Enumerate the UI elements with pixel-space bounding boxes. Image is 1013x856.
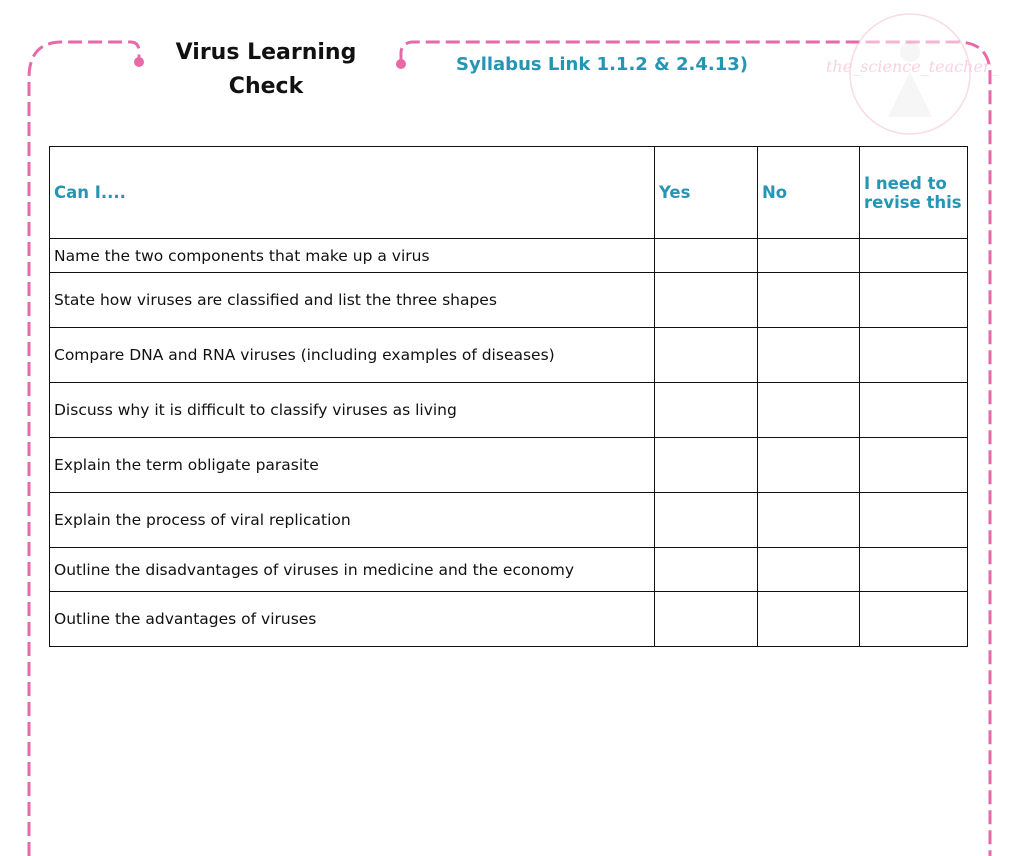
statement-cell: Name the two components that make up a virus [50, 239, 655, 273]
header-revise: I need to revise this [860, 147, 968, 239]
statement-cell: Compare DNA and RNA viruses (including examples of diseases) [50, 328, 655, 383]
the-science-teacher-logo: the_science_teacher_ [840, 12, 980, 137]
no-cell[interactable] [758, 273, 860, 328]
yes-cell[interactable] [655, 273, 758, 328]
revise-cell[interactable] [860, 592, 968, 647]
yes-cell[interactable] [655, 383, 758, 438]
revise-cell[interactable] [860, 438, 968, 493]
table-row [50, 493, 968, 548]
statement-cell: Explain the term obligate parasite [50, 438, 655, 493]
table-row [50, 239, 968, 273]
revise-cell[interactable] [860, 239, 968, 273]
checklist-table [49, 146, 968, 647]
revise-cell[interactable] [860, 328, 968, 383]
revise-cell[interactable] [860, 493, 968, 548]
no-cell[interactable] [758, 592, 860, 647]
table-header-row [50, 147, 968, 239]
header-yes: Yes [655, 147, 758, 239]
syllabus-link: Syllabus Link 1.1.2 & 2.4.13) [456, 54, 749, 75]
table-row [50, 328, 968, 383]
no-cell[interactable] [758, 383, 860, 438]
no-cell[interactable] [758, 328, 860, 383]
statement-cell: Explain the process of viral replication [50, 493, 655, 548]
revise-cell[interactable] [860, 383, 968, 438]
no-cell[interactable] [758, 438, 860, 493]
table-row [50, 592, 968, 647]
statement-cell: Outline the advantages of viruses [50, 592, 655, 647]
no-cell[interactable] [758, 239, 860, 273]
table-row [50, 273, 968, 328]
table-row [50, 383, 968, 438]
statement-cell: Discuss why it is difficult to classify viruses as living [50, 383, 655, 438]
no-cell[interactable] [758, 548, 860, 592]
no-cell[interactable] [758, 493, 860, 548]
yes-cell[interactable] [655, 592, 758, 647]
revise-cell[interactable] [860, 548, 968, 592]
yes-cell[interactable] [655, 438, 758, 493]
header-no: No [758, 147, 860, 239]
statement-cell: State how viruses are classified and list the three shapes [50, 273, 655, 328]
yes-cell[interactable] [655, 239, 758, 273]
yes-cell[interactable] [655, 548, 758, 592]
yes-cell[interactable] [655, 328, 758, 383]
yes-cell[interactable] [655, 493, 758, 548]
header-can-i: Can I.... [50, 147, 655, 239]
statement-cell: Outline the disadvantages of viruses in medicine and the economy [50, 548, 655, 592]
table-row [50, 548, 968, 592]
revise-cell[interactable] [860, 273, 968, 328]
table-row [50, 438, 968, 493]
page-title: Virus Learning Check [175, 40, 357, 99]
